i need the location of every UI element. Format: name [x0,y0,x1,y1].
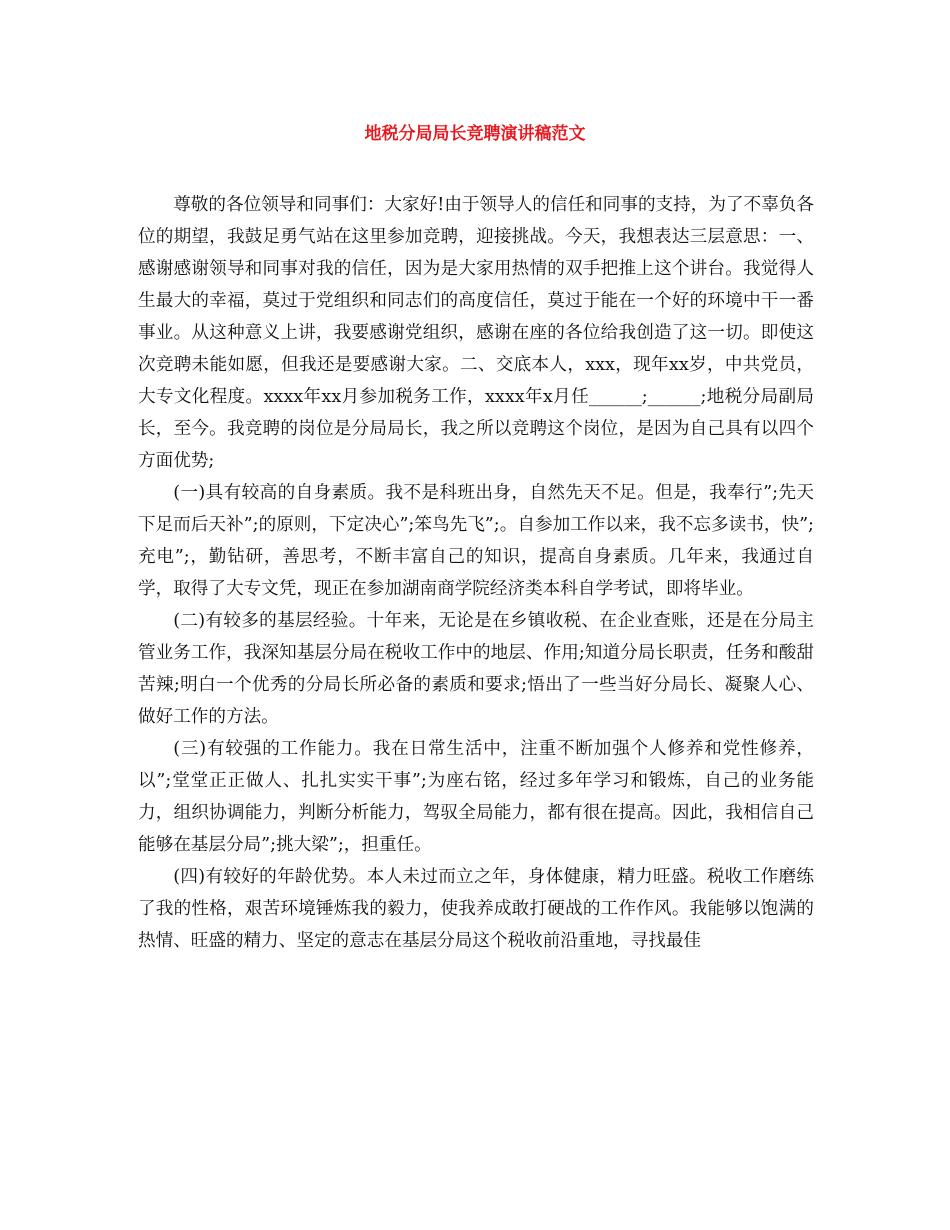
paragraph-point-1: (一)具有较高的自身素质。我不是科班出身，自然先天不足。但是，我奉行”;先天下足而后天补”;的原则，下定决心”;笨鸟先飞”;。自参加工作以来，我不忘多读书，快”;充电”;，勤钻研，善思考，不断丰富自己的知识，提高自身素质。几年来，我通过自学，取得了大专文凭，现正在参加湖南商学院经济类本科自学考试，即将毕业。 [138,483,814,599]
paragraph-intro: 尊敬的各位领导和同事们：大家好!由于领导人的信任和同事的支持，为了不辜负各位的期望，我鼓足勇气站在这里参加竞聘，迎接挑战。今天，我想表达三层意思：一、感谢感谢领导和同事对我的信任，因为是大家用热情的双手把推上这个讲台。我觉得人生最大的幸福，莫过于党组织和同志们的高度信任，莫过于能在一个好的环境中干一番事业。从这种意义上讲，我要感谢党组织，感谢在座的各位给我创造了这一切。即使这次竞聘未能如愿，但我还是要感谢大家。二、交底本人，xxx，现年xx岁，中共党员，大专文化程度。xxxx年xx月参加税务工作，xxxx年x月任______;______;地税分局副局长，至今。我竞聘的岗位是分局局长，我之所以竞聘这个岗位，是因为自己具有以四个方面优势; [138,195,814,471]
document-title: 地税分局局长竞聘演讲稿范文 [364,124,586,144]
paragraph-point-2: (二)有较多的基层经验。十年来，无论是在乡镇收税、在企业查账，还是在分局主管业务工作，我深知基层分局在税收工作中的地层、作用;知道分局长职责，任务和酸甜苦辣;明白一个优秀的分局长所必备的素质和要求;悟出了一些当好分局长、凝聚人心、做好工作的方法。 [138,611,814,727]
document-body [138,189,814,957]
paragraph-point-4: (四)有较好的年龄优势。本人未过而立之年，身体健康，精力旺盛。税收工作磨练了我的性格，艰苦环境锤炼我的毅力，使我养成敢打硬战的工作作风。我能够以饱满的热情、旺盛的精力、坚定的意志在基层分局这个税收前沿重地，寻找最佳 [138,867,814,951]
paragraph-point-3: (三)有较强的工作能力。我在日常生活中，注重不断加强个人修养和党性修养，以”;堂堂正正做人、扎扎实实干事”;为座右铭，经过多年学习和锻炼，自己的业务能力，组织协调能力，判断分析能力，驾驭全局能力，都有很在提高。因此，我相信自己能够在基层分局”;挑大梁”;，担重任。 [138,739,814,855]
